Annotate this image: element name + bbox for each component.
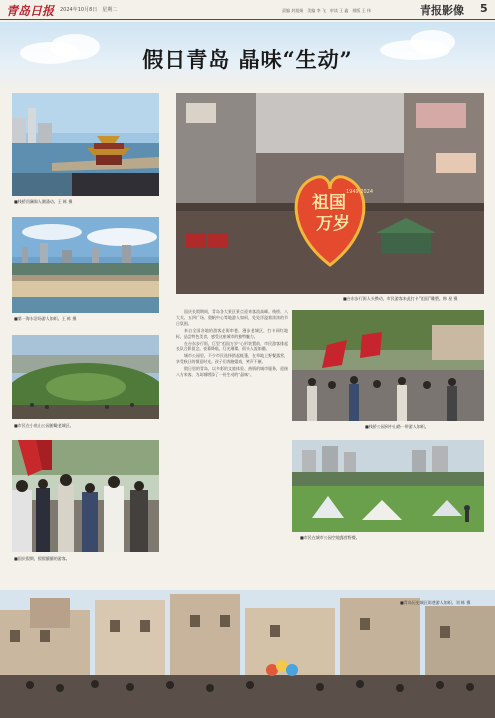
issue-date: 2024年10月8日 星期二 [60,7,118,13]
page-number: 5 [480,2,488,15]
caption-street-scene: ■青岛历史城区街巷游人如织。刘 栋 摄 [400,600,471,605]
caption-pedestrian-street: ■台东步行街人头攒动，市民游客来此打卡“祖国”雕塑。韩 星 摄 [343,296,458,301]
caption-camping: ■市民在城市公园空地露营野餐。 [300,535,360,540]
article-paragraph: 在台东步行街，巨型“祖国万岁”心形装置前，市民游客排起长队合影留念。夜幕降临，灯光璀璨，街头人流如潮。 [176,340,288,352]
caption-beach: ■第一海水浴场游人如织。王 栋 摄 [14,316,77,321]
sign-line1: 祖国 [312,193,346,213]
article-paragraph: 城市公园里，不少市民选择搭起帐篷，在草地上野餐露营，享受秋日的惬意时光。孩子们奔跑嬉戏，笑声不断。 [176,353,288,365]
photo-parade [292,310,484,421]
caption-tourists: ■国庆假期，熙熙攘攘的游客。 [14,556,70,561]
page-header [0,0,495,20]
article-paragraph: 来自全国各地的游客走街串巷，漫步老城区，打卡网红地标，品尝特色美食，感受这座城市的独特魅力。 [176,327,288,339]
photo-hill-park [12,335,159,419]
caption-parade: ■栈桥公园到中山路一带游人如织。 [365,424,429,429]
caption-pier-pavilion: ■栈桥回澜阁人潮涌动。王 栋 摄 [14,199,73,204]
photo-pier-pavilion [12,93,159,196]
photo-pedestrian-street [176,93,484,294]
masthead: 青岛日报 [6,4,55,18]
page-headline: 假日青岛 晶味“生动” [142,47,353,72]
photo-beach [12,217,159,313]
sign-years: 1949 2024 [346,189,374,195]
caption-hill-park: ■市民在小鱼山公园俯瞰老城区。 [14,423,74,428]
photo-camping [292,440,484,532]
article-paragraph: 国庆长假期间，青岛各大景区景点迎来客流高峰。栈桥、八大关、五四广场、奥帆中心等地游人如织，处处洋溢着浓浓的节日氛围。 [176,309,288,326]
sign-line2: 万岁 [316,214,350,234]
article-body [176,309,288,379]
article-paragraph: 假日里的青岛，以多彩的文旅体验、热情的城市服务，迎接八方来客，为岛城增添了一份生动的“晶味”。 [176,366,288,378]
photo-tourists [12,440,159,552]
section-name: 青报影像 [420,4,464,17]
photo-street-scene [0,590,495,718]
editor-credits: 责编 封旭娟 美编 李 飞 审读 王 鑫 排版 王 伟 [282,8,371,13]
